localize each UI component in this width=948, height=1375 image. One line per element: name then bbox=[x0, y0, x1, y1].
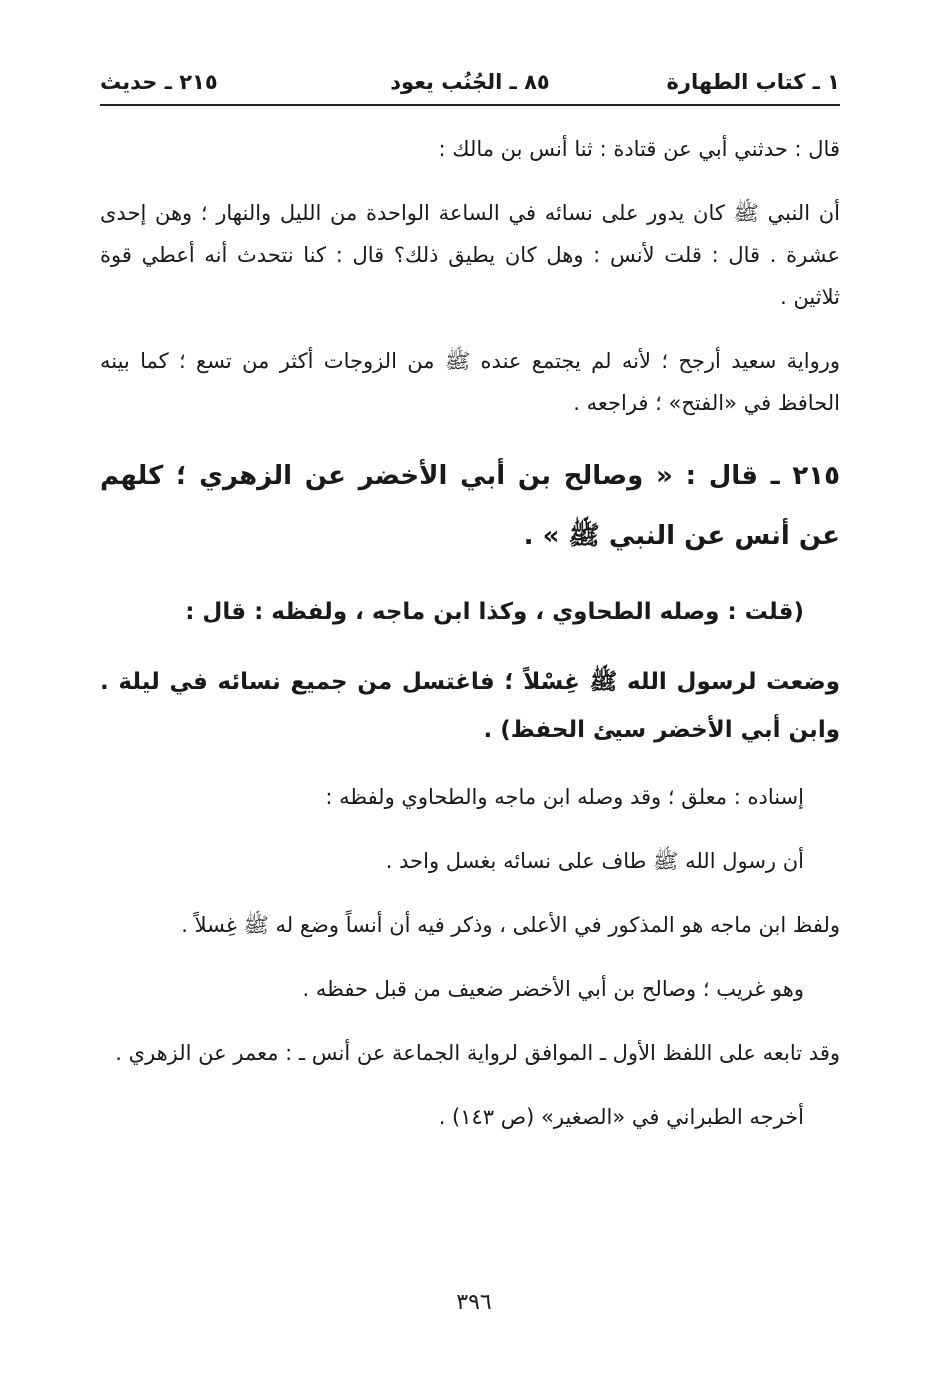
paragraph-ibn-majah-text: أن رسول الله ﷺ طاف على نسائه بغسل واحد . bbox=[385, 849, 804, 873]
paragraph-note-text: وضعت لرسول الله ﷺ غِسْلاً ؛ فاغتسل من جميع نسائه في ليلة . وابن أبي الأخضر سيئ الحفظ) . bbox=[100, 669, 840, 743]
running-header bbox=[100, 70, 840, 104]
page-number: ٣٩٦ bbox=[456, 1290, 492, 1315]
header-chapter-title: ٨٥ ـ الجُنُب يعود bbox=[390, 70, 550, 94]
paragraph-hadith-215: ٢١٥ ـ قال : « وصالح بن أبي الأخضر عن الزهري ؛ كلهم عن أنس عن النبي ﷺ » . bbox=[100, 461, 840, 551]
paragraph-mutaba: وقد تابعه على اللفظ الأول ـ الموافق لرواية الجماعة عن أنس ـ : معمر عن الزهري . bbox=[115, 1041, 840, 1065]
paragraph-commentary: ورواية سعيد أرجح ؛ لأنه لم يجتمع عنده ﷺ من الزوجات أكثر من تسع ؛ كما بينه الحافظ في «الفتح» ؛ فراجعه . bbox=[100, 349, 840, 415]
paragraph-isnad-note: إسناده : معلق ؛ وقد وصله ابن ماجه والطحاوي ولفظه : bbox=[325, 785, 804, 809]
header-rule bbox=[100, 104, 840, 106]
paragraph-takhrij: أخرجه الطبراني في «الصغير» (ص ١٤٣) . bbox=[438, 1105, 804, 1129]
paragraph-ibn-majah-commentary: ولفظ ابن ماجه هو المذكور في الأعلى ، وذكر فيه أن أنساً وضع له ﷺ غِسلاً . bbox=[181, 913, 840, 937]
main-text bbox=[100, 128, 840, 1160]
paragraph-gharib: وهو غريب ؛ وصالح بن أبي الأخضر ضعيف من قبل حفظه . bbox=[302, 977, 804, 1001]
paragraph-note-open: (قلت : وصله الطحاوي ، وكذا ابن ماجه ، ولفظه : قال : bbox=[185, 599, 804, 625]
header-hadith-number: ٢١٥ ـ حديث bbox=[100, 70, 218, 94]
paragraph-hadith-text: أن النبي ﷺ كان يدور على نسائه في الساعة الواحدة من الليل والنهار ؛ وهن إحدى عشرة . قال : قلت لأنس : وهل كان يطيق ذلك؟ قال : كنا نتحدث أنه أعطي قوة ثلاثين . bbox=[100, 201, 840, 309]
paragraph-isnad: قال : حدثني أبي عن قتادة : ثنا أنس بن مالك : bbox=[438, 137, 840, 161]
header-book-title: ١ ـ كتاب الطهارة bbox=[666, 70, 840, 94]
